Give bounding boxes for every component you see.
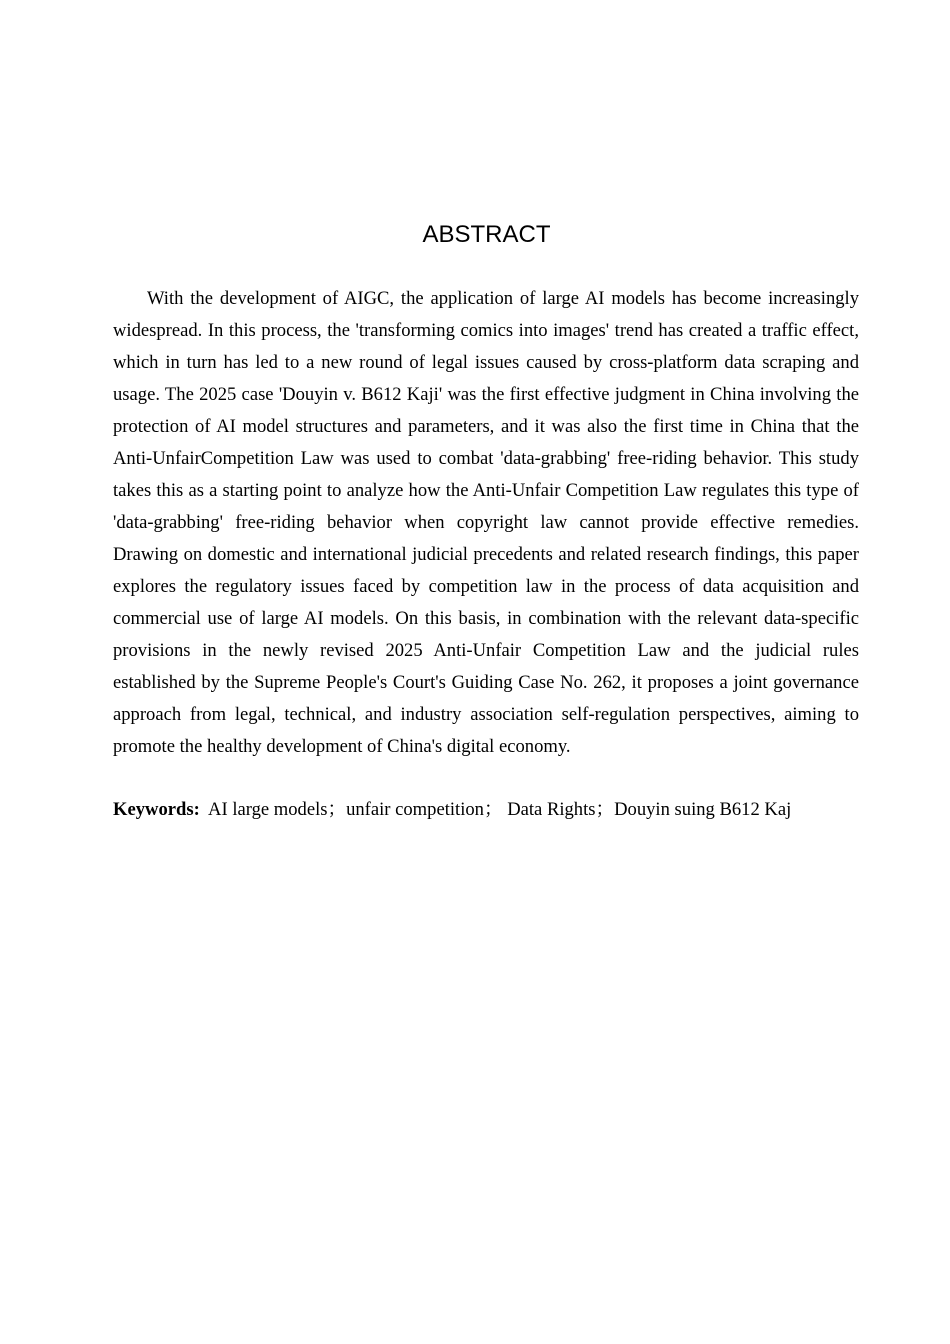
keywords-text: AI large models；unfair competition； Data Rights；Douyin suing B612 Kaj (208, 799, 792, 820)
abstract-title: ABSTRACT (422, 221, 551, 248)
abstract-body: With the development of AIGC, the application of large AI models has become increasingly widespread. In this process, the 'transforming comics into images' trend has created a traffic effect, which in turn has led to a new round of legal issues caused by cross-platform data scraping and usage. The 2025 case 'Douyin v. B612 Kaji' was the first effective judgment in China involving the protection of AI model structures and parameters, and it was also the first time in China that the Anti-UnfairCompetition Law was used to combat 'data-grabbing' free-riding behavior. This study takes this as a starting point to analyze how the Anti-Unfair Competition Law regulates this type of 'data-grabbing' free-riding behavior when copyright law cannot provide effective remedies. Drawing on domestic and international judicial precedents and related research findings, this paper explores the regulatory issues faced by competition law in the process of data acquisition and commercial use of large AI models. On this basis, in combination with the relevant data-specific provisions in the newly revised 2025 Anti-Unfair Competition Law and the judicial rules established by the Supreme People's Court's Guiding Case No. 262, it proposes a joint governance approach from legal, technical, and industry association self-regulation perspectives, aiming to promote the healthy development of China's digital economy. (113, 288, 859, 757)
keywords-label: Keywords: (113, 799, 200, 820)
keywords-line (113, 794, 873, 826)
